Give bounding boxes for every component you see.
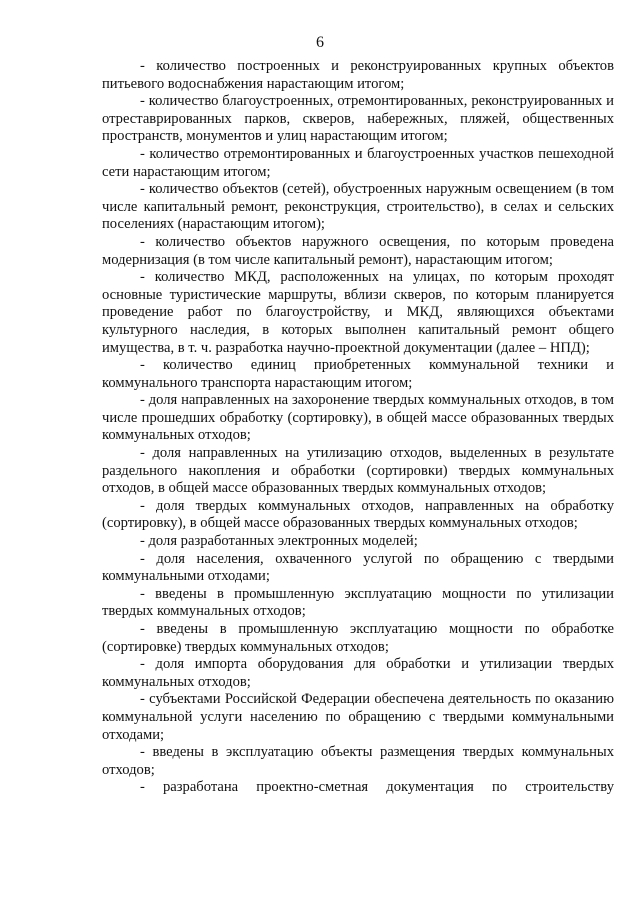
list-item: - введены в эксплуатацию объекты размещения твердых коммунальных отходов; xyxy=(102,744,614,778)
list-item: - количество благоустроенных, отремонтированных, реконструированных и отреставрированных парков, скверов, набережных, пляжей, общественных пространств, монументов и улиц нарастающим итогом; xyxy=(102,93,614,145)
list-item: - доля направленных на захоронение твердых коммунальных отходов, в том числе прошедших обработку (сортировку), в общей массе образованных твердых коммунальных отходов; xyxy=(102,392,614,444)
list-item: - разработана проектно-сметная документация по строительству xyxy=(140,779,614,796)
list-item: - количество объектов наружного освещения, по которым проведена модернизация (в том числе капитальный ремонт), нарастающим итогом; xyxy=(102,233,614,268)
list-item: - введены в промышленную эксплуатацию мощности по обработке (сортировке) твердых коммунальных отходов; xyxy=(102,621,614,655)
list-item: - количество построенных и реконструированных крупных объектов питьевого водоснабжения нарастающим итогом; xyxy=(102,58,614,92)
list-item: - доля направленных на утилизацию отходов, выделенных в результате раздельного накопления и обработки (сортировки) твердых коммунальных отходов, в общей массе образованных твердых коммунальных отходов; xyxy=(102,445,614,497)
list-item: - количество объектов (сетей), обустроенных наружным освещением (в том числе капитальный ремонт, реконструкция, строительство), в селах и сельских поселениях (нарастающим итогом); xyxy=(102,181,614,233)
list-item: - введены в промышленную эксплуатацию мощности по утилизации твердых коммунальных отходов; xyxy=(102,585,614,620)
document-body xyxy=(102,58,614,797)
list-item: - количество единиц приобретенных коммунальной техники и коммунального транспорта нарастающим итогом; xyxy=(102,357,614,391)
list-item: - доля импорта оборудования для обработки и утилизации твердых коммунальных отходов; xyxy=(102,656,614,690)
list-item: - количество отремонтированных и благоустроенных участков пешеходной сети нарастающим итогом; xyxy=(102,145,614,180)
list-item: - доля твердых коммунальных отходов, направленных на обработку (сортировку), в общей массе образованных твердых коммунальных отходов; xyxy=(102,497,614,532)
list-item: - субъектами Российской Федерации обеспечена деятельность по оказанию коммунальной услуги населению по обращению с твердыми коммунальными отходами; xyxy=(102,691,614,743)
list-item: - доля разработанных электронных моделей; xyxy=(140,533,418,550)
list-item: - доля населения, охваченного услугой по обращению с твердыми коммунальными отходами; xyxy=(102,550,614,585)
page-number: 6 xyxy=(316,34,324,51)
list-item: - количество МКД, расположенных на улицах, по которым проходят основные туристические маршруты, вблизи скверов, по которым планируется проведение работ по благоустройству, и МКД, являющихся объектами культурного наследия, в которых выполнен капитальный ремонт общего имущества, в т. ч. разработка научно-проектной документации (далее – НПД); xyxy=(102,269,614,356)
